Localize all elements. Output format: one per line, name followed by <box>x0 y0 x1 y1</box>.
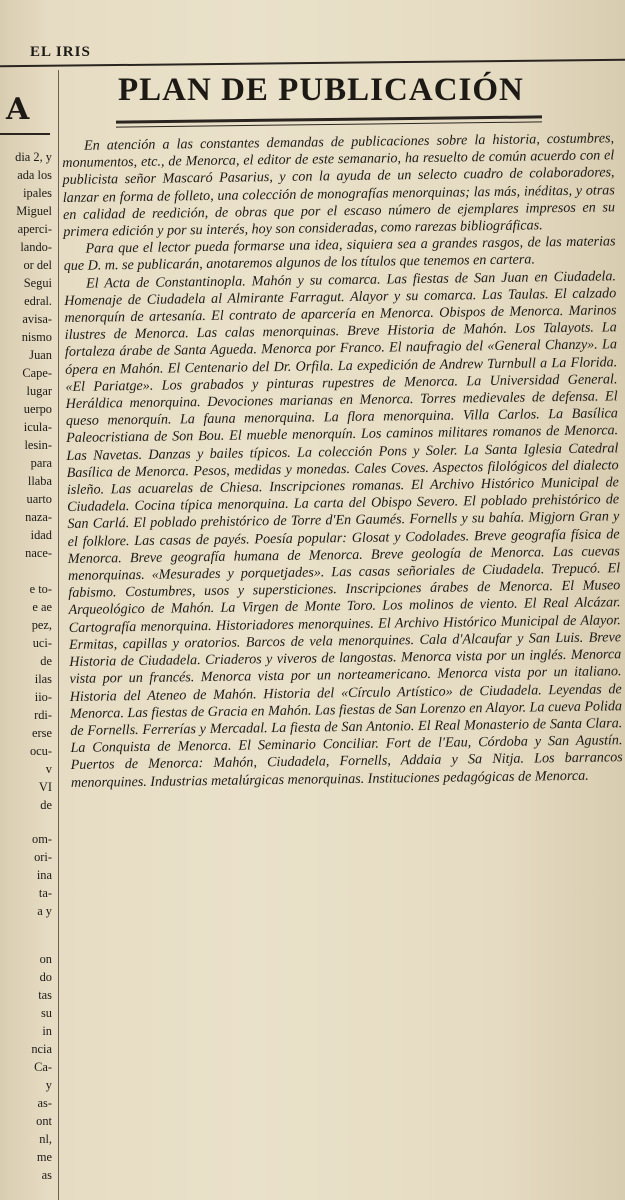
fragment-block-low <box>0 830 56 920</box>
masthead-rule <box>0 59 625 68</box>
left-fragment-line: do <box>39 970 52 984</box>
left-fragment-line: in <box>42 1024 52 1038</box>
left-fragment-line: uci- <box>32 636 52 650</box>
left-fragment-line: llaba <box>27 474 52 488</box>
left-fragment-line: v <box>45 762 52 776</box>
adjacent-column-fragment <box>0 70 59 1200</box>
left-fragment-line: om- <box>32 832 52 846</box>
left-fragment-line: ipales <box>23 186 52 200</box>
left-fragment-line: ta- <box>38 886 52 900</box>
left-fragment-line: nismo <box>21 330 52 344</box>
left-fragment-line: edral. <box>24 294 52 308</box>
fragment-block-bottom <box>0 950 56 1184</box>
left-fragment-line: para <box>30 456 52 470</box>
left-fragment-line: or del <box>23 258 52 272</box>
left-fragment-line: lando- <box>20 240 52 254</box>
left-fragment-line: iio- <box>34 690 52 704</box>
left-fragment-line: Miguel <box>16 204 52 218</box>
left-fragment-line: VI <box>38 780 52 794</box>
paragraph-intro: En atención a las constantes demandas de publicaciones sobre la historia, costumbres, monumentos, etc., de Menorca, el editor de este semanario, ha resuelto de común acuerdo con el publicista señor Mascaró Pasarius, y con la ayuda de un selecto cuadro de colaboradores, lanzar en forma de folleto, una colección de monografías menorquinas; las más, inéditas, y otras en calidad de reedición, de obras que por el escaso número de ejemplares impresos en su primera edición y por su interés, hoy son consideradas, como rarezas bibliográficas. <box>62 130 616 241</box>
left-fragment-line: ori- <box>34 850 52 864</box>
left-fragment-line: ilas <box>34 672 52 686</box>
left-fragment-line: Ca- <box>34 1060 52 1074</box>
left-fragment-line: icula- <box>23 420 52 434</box>
left-fragment-line: de <box>40 654 52 668</box>
left-fragment-line: avisa- <box>22 312 52 326</box>
left-fragment-line: as <box>41 1168 52 1182</box>
paragraph-preview: Para que el lector pueda formarse una idea, siquiera sea a grandes rasgos, de las materias que D. m. se publicarán, anotaremos algunos de los títulos que tenemos en cartera. <box>63 233 616 275</box>
left-fragment-line: de <box>40 798 52 812</box>
left-fragment-line: pez, <box>31 618 52 632</box>
left-fragment-line: nace- <box>25 546 52 560</box>
left-fragment-line: lugar <box>26 384 52 398</box>
left-fragment-line: nl, <box>39 1132 52 1146</box>
left-fragment-line: Segui <box>23 276 52 290</box>
left-fragment-line: e to- <box>29 582 52 596</box>
left-fragment-line: idad <box>30 528 52 542</box>
left-fragment-line: naza- <box>25 510 52 524</box>
article-body <box>62 130 623 791</box>
left-fragment-line: rdi- <box>34 708 52 722</box>
left-fragment-line: su <box>40 1006 52 1020</box>
adjacent-headline-letter: A <box>6 92 30 127</box>
masthead: EL IRIS <box>30 44 91 60</box>
left-fragment-line: Cape- <box>22 366 52 380</box>
left-fragment-line: y <box>45 1078 52 1092</box>
left-fragment-line: ocu- <box>29 744 52 758</box>
left-fragment-line: ina <box>36 868 52 882</box>
article-title: PLAN DE PUBLICACIÓN <box>118 72 524 108</box>
left-fragment-line: uarto <box>26 492 52 506</box>
fragment-block-top <box>0 148 56 562</box>
left-fragment-line: dia 2, y <box>15 150 52 164</box>
left-fragment-line: ont <box>36 1114 52 1128</box>
left-fragment-line: me <box>36 1150 52 1164</box>
paragraph-titles-list: El Acta de Constantinopla. Mahón y su comarca. Las fiestas de San Juan en Ciudadela. Homenaje de Ciudadela al Almirante Farragut. Alayor y su comarca. Las Taulas. El calzado menorquín de artesanía. El contrato de aparcería en Menorca. Obispos de Menorca. Marinos ilustres de Menorca. Las calas menorquinas. Breve Historia de Mahón. Los Talayots. La fortaleza árabe de Santa Agueda. Menorca por Franco. El naufragio del «General Chanzy». La ópera en Mahón. El Centenario del Dr. Orfila. La expedición de Andrew Turnbull a La Florida. «El Pariatge». Los grabados y pinturas rupestres de Menorca. La Universidad General. Heráldica menorquina. Devociones marianas en Menorca. Torres medievales de defensa. El queso menorquín. La fauna menorquina. La flora menorquina. Villa Carlos. La Basílica Paleocristiana de Son Bou. El mueble menorquín. Los caminos militares romanos de Menorca. Las Navetas. Danzas y bailes típicos. La colección Pons y Soler. La Santa Iglesia Catedral Basílica de Menorca. Pesos, medidas y monedas. Cales Coves. Aspectos filológicos del dialecto isleño. Las acuarelas de Chiesa. Inscripciones romanas. El Archivo Histórico Municipal de Ciudadela. Cocina típica menorquina. La carta del Obispo Severo. El poblado prehistórico de San Carlá. El poblado prehistórico de Torre d'En Gaumés. Fornells y su bahía. Migjorn Gran y el folklore. Las casas de payés. Poesía popular: Glosat y Codolades. Breve geografía física de Menorca. Breve geografía humana de Menorca. Breve geología de Menorca. Las cuevas menorquinas. «Mesurades y porquetjades». Las casas señoriales de Ciudadela. Trepucó. El fabismo. Costumbres, usos y supersticiones. Inscripciones árabes de Menorca. El Museo Arqueológico de Mahón. La Virgen de Monte Toro. Los molinos de viento. El Real Alcázar. Cartografía menorquina. Historiadores menorquines. El Archivo Histórico Municipal de Alayor. Ermitas, capillas y oratorios. Barcos de vela menorquines. Cala d'Alcaufar y San Luis. Breve Historia de Ciudadela. Criaderos y viveros de langostas. Menorca vista por un inglés. Menorca vista por un francés. Menorca vista por un norteamericano. Menorca vista por un italiano. Historia del Ateneo de Mahón. Historia del «Círculo Artístico» de Ciudadela. Leyendas de Menorca. Las fiestas de Gracia en Mahón. Las fiestas de San Lorenzo en Alayor. La cueva Polida de Fornells. Ferrerías y Mercadal. La fiesta de San Antonio. El Real Monasterio de Santa Clara. La Conquista de Menorca. El Seminario Conciliar. Fort de l'Eau, Córdoba y San Agustín. Puertos de Menorca: Mahón, Ciudadela, Fornells, Addaia y Sa Nitja. Los barrancos menorquines. Industrias metalúrgicas menorquinas. Instituciones pedagógicas de Menorca. <box>64 267 623 791</box>
left-fragment-line: uerpo <box>23 402 52 416</box>
left-fragment-line: a y <box>37 904 52 918</box>
adjacent-headline-rule <box>0 133 50 135</box>
left-fragment-line: lesin- <box>24 438 52 452</box>
left-fragment-line: as- <box>37 1096 52 1110</box>
left-fragment-line: on <box>39 952 52 966</box>
left-fragment-line: e ae <box>32 600 52 614</box>
left-fragment-line: ada los <box>17 168 52 182</box>
left-fragment-line: Juan <box>29 348 52 362</box>
left-fragment-line: erse <box>32 726 52 740</box>
left-fragment-line: tas <box>38 988 52 1002</box>
left-fragment-line: ncia <box>31 1042 52 1056</box>
fragment-block-mid <box>0 580 56 814</box>
left-fragment-line: aperci- <box>17 222 52 236</box>
